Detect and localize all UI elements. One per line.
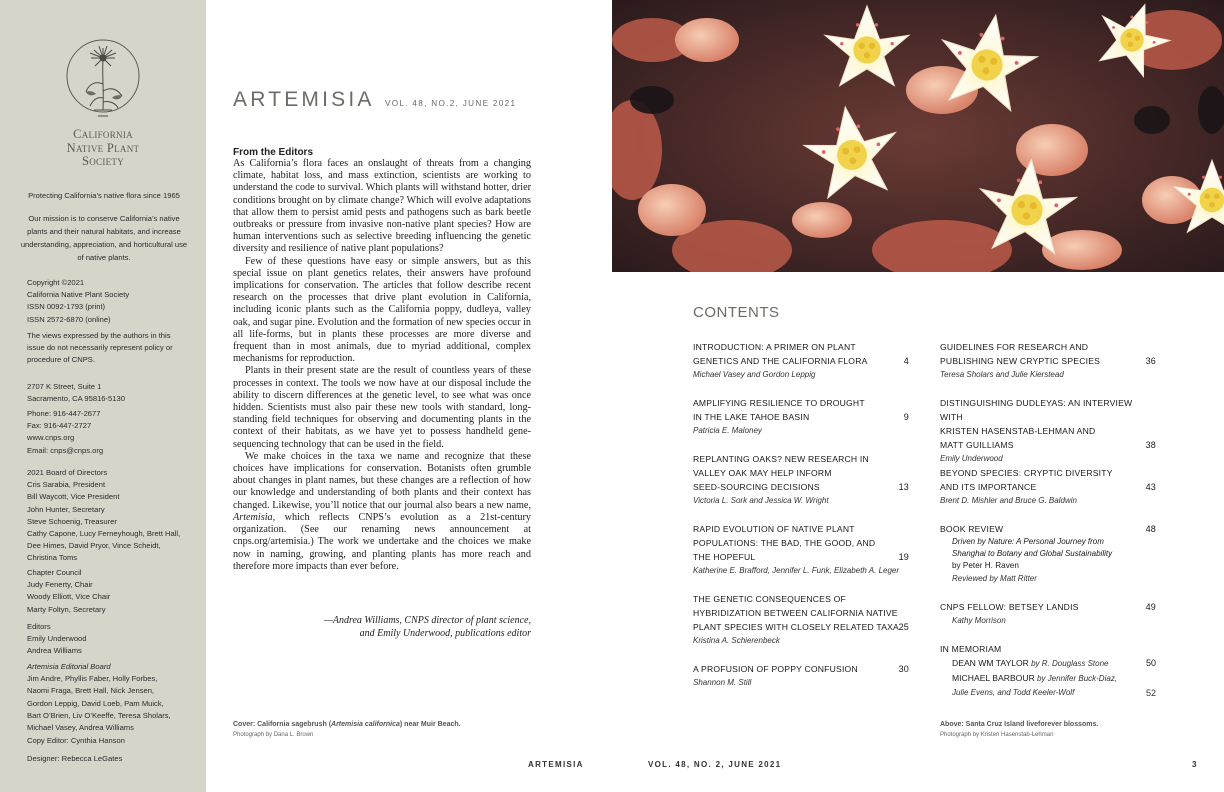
- footer-journal: ARTEMISIA: [528, 760, 584, 769]
- journal-title: ARTEMISIA: [233, 88, 375, 111]
- toc-entry[interactable]: RAPID EVOLUTION OF NATIVE PLANT POPULATIONS: THE BAD, THE GOOD, AND THE HOPEFUL 19 Katherine E. Brafford, Jennifer L. Funk, Elizabeth A. Leger: [693, 524, 909, 575]
- contents-heading: CONTENTS: [693, 304, 780, 321]
- flower-image: [612, 0, 1224, 272]
- editorial-paragraph: We make choices in the taxa we name and recognize that these choices have implications for conservation. Botanists often grumble about changes in plant names, but these changes are a reflection of how our knowledge and understanding of both plants and their context has changed. Likewise, you’ll notice that our journal also bears a new name, Artemisia, which reflects CNPS’s evolution as a 21st-century organization. (See our renaming news announcement at cnps.org/artemisia.) The work we undertake and the choices we make now in naming, growing, and planting plants has more reach and therefore more impacts than ever before.: [233, 450, 531, 572]
- toc-memoriam[interactable]: IN MEMORIAM DEAN WM TAYLOR by R. Douglass Stone 50 MICHAEL BARBOUR by Jennifer Buck-Diaz, Julie Evens, and Todd Keeler-Wolf 52: [940, 644, 1156, 698]
- toc-entry[interactable]: BEYOND SPECIES: CRYPTIC DIVERSITY AND ITS IMPORTANCE 43 Brent D. Mishler and Bruce G. Baldwin: [940, 468, 1156, 505]
- council-block: Chapter Council Judy Fenerty, Chair Woody Elliott, Vice Chair Marty Foltyn, Secretary: [27, 568, 111, 614]
- toc-entry[interactable]: CNPS FELLOW: BETSEY LANDIS 49 Kathy Morrison: [940, 602, 1156, 625]
- copy-editor: Copy Editor: Cynthia Hanson: [27, 736, 125, 745]
- toc-entry[interactable]: INTRODUCTION: A PRIMER ON PLANT GENETICS AND THE CALIFORNIA FLORA 4 Michael Vasey and Gordon Leppig: [693, 342, 909, 379]
- toc-entry[interactable]: THE GENETIC CONSEQUENCES OF HYBRIDIZATION BETWEEN CALIFORNIA NATIVE PLANT SPECIES WITH CLOSELY RELATED TAXA 25 Kristina A. Schierenbeck: [693, 594, 909, 645]
- page-number: 3: [1192, 760, 1198, 769]
- toc-entry[interactable]: DISTINGUISHING DUDLEYAS: AN INTERVIEW WITH KRISTEN HASENSTAB-LEHMAN AND MATT GUILLIAMS 38 Emily Underwood: [940, 398, 1156, 463]
- toc-entry[interactable]: GUIDELINES FOR RESEARCH AND PUBLISHING NEW CRYPTIC SPECIES 36 Teresa Sholars and Julie Kierstead: [940, 342, 1156, 379]
- tagline: Protecting California’s native flora since 1965: [28, 191, 180, 200]
- editorial-paragraph: Few of these questions have easy or simple answers, but as this special issue on plant genetics relates, their answers have profound implications for conservation. The articles that follow describe recent research on the processes that drive plant evolution in California, including iconic plants such as the California poppy, dudleya, valley oak, and sugar pine. Evolution and the formation of new species occur in all life-forms, but in plants these processes are more diverse and frequent than in most animals, due to myriad additional, complex mechanisms for reproduction.: [233, 255, 531, 365]
- editorial-paragraph: As California’s flora faces an onslaught of threats from a changing climate, habitat loss, and mass extinction, scientists are working to understand the code to survival. Which plants will withstand hotter, drier conditions brought on by climate change? Which will evolve adaptations that allow them to persist amid pests and pathogens such as bark beetle outbreaks or pressure from invasive non-native plant species? How are human interventions such as selective breeding influencing the genetic diversity and resilience of native plant populations?: [233, 158, 531, 255]
- designer: Designer: Rebecca LeGates: [27, 754, 123, 763]
- address-block: 2707 K Street, Suite 1 Sacramento, CA 95816-5130: [27, 382, 125, 404]
- editorial-body: [233, 158, 531, 573]
- liveforever-blossoms-photo: [612, 0, 1224, 272]
- sidebar: [0, 0, 206, 792]
- copyright-block: Copyright ©2021 California Native Plant Society ISSN 0092-1793 (print) ISSN 2572-6870 (online): [27, 278, 130, 324]
- editorial-board-block: Artemisia Editorial Board Jim Andre, Phyllis Faber, Holly Forbes, Naomi Fraga, Brett Hall, Nick Jensen, Gordon Leppig, David Loeb, Pam Muick, Bart O’Brien, Liv O’Keeffe, Teresa Sholars, Michael Vasey, Andrea Williams: [27, 662, 171, 733]
- toc-book-review[interactable]: BOOK REVIEW 48 Driven by Nature: A Personal Journey from Shanghai to Botany and Global Sustainability by Peter H. Raven Reviewed by Matt Ritter: [940, 524, 1156, 583]
- cnps-logo-icon: [64, 36, 142, 124]
- cover-credit: Photograph by Dana L. Brown: [233, 732, 314, 738]
- photo-caption: Above: Santa Cruz Island liveforever blossoms.: [940, 721, 1099, 728]
- contact-block: Phone: 916-447-2677 Fax: 916-447-2727 www.cnps.org Email: cnps@cnps.org: [27, 409, 104, 455]
- cover-caption: Cover: California sagebrush (Artemisia californica) near Muir Beach.: [233, 721, 461, 728]
- editors-block: Editors Emily Underwood Andrea Williams: [27, 622, 87, 656]
- photo-credit: Photograph by Kristen Hasenstab-Lehman: [940, 732, 1054, 738]
- editorial-heading: From the Editors: [233, 147, 314, 158]
- toc-entry[interactable]: AMPLIFYING RESILIENCE TO DROUGHT IN THE LAKE TAHOE BASIN 9 Patricia E. Maloney: [693, 398, 909, 435]
- org-name: California Native Plant Society: [66, 127, 140, 168]
- editorial-paragraph: Plants in their present state are the result of countless years of these processes in context. The tools we now have at our disposal include the ability to discern differences at the genetic level, to see what was once hidden. Scientists must also pair these new tools with standard, long-standing field techniques for observing and documenting plants in the context of their habitats, as we have yet to possess handheld gene-sequencing technology that can be used in the field.: [233, 365, 531, 450]
- toc-entry[interactable]: REPLANTING OAKS? NEW RESEARCH IN VALLEY OAK MAY HELP INFORM SEED-SOURCING DECISIONS 13 Victoria L. Sork and Jessica W. Wright: [693, 454, 909, 505]
- board-block: 2021 Board of Directors Cris Sarabia, President Bill Waycott, Vice President John Hunter, Secretary Steve Schoenig, Treasurer Cathy Capone, Lucy Ferneyhough, Brett Hall, Dee Himes, David Pryor, Vince Scheidt, Christina Toms: [27, 468, 181, 563]
- views-disclaimer: The views expressed by the authors in this issue do not necessarily represent policy or procedure of CNPS.: [27, 331, 173, 365]
- issue-info: VOL. 48, NO.2, JUNE 2021: [385, 99, 517, 108]
- editorial-signature: —Andrea Williams, CNPS director of plant science, and Emily Underwood, publications editor: [323, 615, 531, 639]
- toc-entry[interactable]: A PROFUSION OF POPPY CONFUSION 30 Shannon M. Still: [693, 664, 909, 687]
- mission-statement: Our mission is to conserve California’s native plants and their natural habitats, and increase understanding, appreciation, and horticultural use of native plants.: [20, 214, 188, 262]
- footer-issue: VOL. 48, NO. 2, JUNE 2021: [648, 760, 782, 769]
